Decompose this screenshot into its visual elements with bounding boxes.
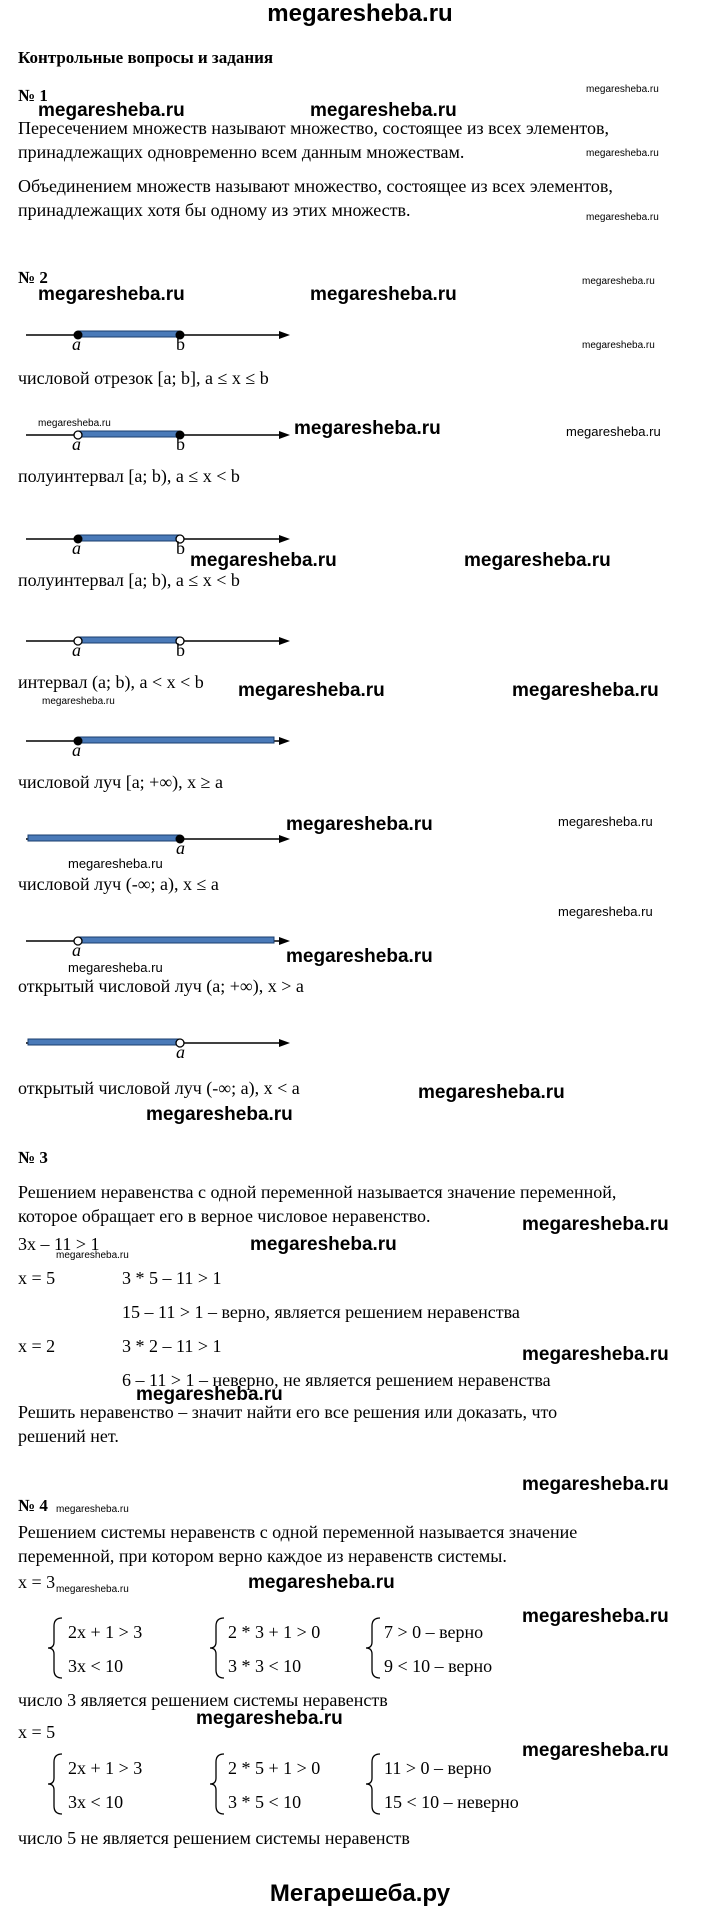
watermark: megaresheba.ru [68, 960, 163, 975]
system-brace [208, 1616, 228, 1680]
watermark: megaresheba.ru [68, 856, 163, 871]
site-title[interactable]: megaresheba.ru [267, 0, 453, 27]
label-a: a [72, 538, 81, 558]
watermark: megaresheba.ru [522, 1344, 669, 1365]
q3-x2-result: 6 – 11 > 1 – неверно, не является решением неравенства [122, 1370, 551, 1390]
system-line: 15 < 10 – неверно [384, 1792, 519, 1812]
label-a: a [72, 940, 81, 960]
label-a: a [72, 434, 81, 454]
label-b: b [176, 640, 185, 660]
q3-x1-result: 15 – 11 > 1 – верно, является решением неравенства [122, 1302, 520, 1322]
watermark: megaresheba.ru [56, 1504, 129, 1515]
label-a: a [72, 334, 81, 354]
label-a: a [176, 838, 185, 858]
watermark: megaresheba.ru [464, 550, 611, 571]
interval-caption: интервал (a; b), a < x < b [18, 672, 204, 692]
q1-number: № 1 [18, 86, 48, 105]
watermark: megaresheba.ru [582, 340, 655, 351]
watermark: megaresheba.ru [586, 148, 659, 159]
watermark: megaresheba.ru [522, 1740, 669, 1761]
watermark: megaresheba.ru [250, 1234, 397, 1255]
site-footer-title[interactable]: Мегарешеба.ру [269, 1880, 451, 1907]
q3-number: № 3 [18, 1148, 48, 1167]
number-line [0, 322, 300, 358]
q1-text: Пересечением множеств называют множество, состоящее из всех элементов, [18, 118, 609, 138]
watermark: megaresheba.ru [512, 680, 659, 701]
number-line [0, 628, 300, 664]
watermark: megaresheba.ru [294, 418, 441, 439]
q1-text: Объединением множеств называют множество, состоящее из всех элементов, [18, 176, 613, 196]
q3-text: Решением неравенства с одной переменной называется значение переменной, [18, 1182, 617, 1202]
q1-text: принадлежащих одновременно всем данным множествам. [18, 142, 465, 162]
system-line: 9 < 10 – верно [384, 1656, 493, 1676]
q1-text: принадлежащих хотя бы одному из этих множеств. [18, 200, 411, 220]
q4-x1: x = 3 [18, 1572, 56, 1592]
number-line [0, 928, 300, 964]
watermark: megaresheba.ru [196, 1708, 343, 1729]
watermark: megaresheba.ru [522, 1474, 669, 1495]
system-line: 11 > 0 – верно [384, 1758, 492, 1778]
watermark: megaresheba.ru [248, 1572, 395, 1593]
watermark: megaresheba.ru [286, 814, 433, 835]
system-line: 3 * 5 < 10 [228, 1792, 302, 1812]
system-line: 3 * 3 < 10 [228, 1656, 302, 1676]
q2-number: № 2 [18, 268, 48, 287]
watermark: megaresheba.ru [56, 1250, 129, 1261]
interval-caption: открытый числовой луч (a; +∞), x > a [18, 976, 304, 996]
system-line: 7 > 0 – верно [384, 1622, 484, 1642]
number-line [0, 728, 300, 764]
watermark: megaresheba.ru [42, 696, 115, 707]
watermark: megaresheba.ru [286, 946, 433, 967]
watermark: megaresheba.ru [582, 276, 655, 287]
watermark: megaresheba.ru [38, 284, 185, 305]
section-heading: Контрольные вопросы и задания [18, 48, 274, 67]
interval-caption: числовой луч (-∞; a), x ≤ a [18, 874, 219, 894]
q4-text: переменной, при котором верно каждое из неравенств системы. [18, 1546, 507, 1566]
interval-caption: полуинтервал [a; b), a ≤ x < b [18, 466, 240, 486]
system-line: 3x < 10 [68, 1792, 124, 1812]
system-line: 3x < 10 [68, 1656, 124, 1676]
system-brace [208, 1752, 228, 1816]
interval-caption: полуинтервал [a; b), a ≤ x < b [18, 570, 240, 590]
watermark: megaresheba.ru [558, 814, 653, 829]
label-b: b [176, 334, 185, 354]
watermark: megaresheba.ru [146, 1104, 293, 1125]
interval-caption: открытый числовой луч (-∞; a), x < a [18, 1078, 300, 1098]
watermark: megaresheba.ru [522, 1606, 669, 1627]
q3-x1: x = 5 [18, 1268, 56, 1288]
watermark: megaresheba.ru [586, 212, 659, 223]
label-a: a [176, 1042, 185, 1062]
q3-text: которое обращает его в верное числовое неравенство. [18, 1206, 431, 1226]
watermark: megaresheba.ru [522, 1214, 669, 1235]
watermark: megaresheba.ru [190, 550, 337, 571]
q4-x2: x = 5 [18, 1722, 56, 1742]
system-line: 2x + 1 > 3 [68, 1758, 143, 1778]
interval-caption: числовой луч [a; +∞), x ≥ a [18, 772, 224, 792]
system-brace [364, 1616, 384, 1680]
system-line: 2x + 1 > 3 [68, 1622, 143, 1642]
number-line [0, 1030, 300, 1066]
watermark: megaresheba.ru [310, 284, 457, 305]
label-b: b [176, 538, 185, 558]
watermark: megaresheba.ru [56, 1584, 129, 1595]
q4-text: Решением системы неравенств с одной переменной называется значение [18, 1522, 578, 1542]
watermark: megaresheba.ru [418, 1082, 565, 1103]
watermark: megaresheba.ru [238, 680, 385, 701]
system-line: 2 * 3 + 1 > 0 [228, 1622, 321, 1642]
watermark: megaresheba.ru [558, 904, 653, 919]
label-a: a [72, 640, 81, 660]
q3-x2-calc: 3 * 2 – 11 > 1 [122, 1336, 222, 1356]
watermark: megaresheba.ru [38, 100, 185, 121]
system-brace [46, 1752, 66, 1816]
q3-x2: x = 2 [18, 1336, 56, 1356]
q3-inequality: 3x – 11 > 1 [18, 1234, 100, 1254]
q3-text: решений нет. [18, 1426, 119, 1446]
watermark: megaresheba.ru [38, 418, 111, 429]
watermark: megaresheba.ru [136, 1384, 283, 1405]
q4-conclusion: число 5 не является решением системы неравенств [18, 1828, 410, 1848]
q4-conclusion: число 3 является решением системы неравенств [18, 1690, 388, 1710]
interval-caption: числовой отрезок [a; b], a ≤ x ≤ b [18, 368, 269, 388]
watermark: megaresheba.ru [566, 424, 661, 439]
watermark: megaresheba.ru [586, 84, 659, 95]
q3-text: Решить неравенство – значит найти его все решения или доказать, что [18, 1402, 558, 1422]
q4-number: № 4 [18, 1496, 48, 1515]
system-brace [364, 1752, 384, 1816]
q3-x1-calc: 3 * 5 – 11 > 1 [122, 1268, 222, 1288]
watermark: megaresheba.ru [310, 100, 457, 121]
label-b: b [176, 434, 185, 454]
system-line: 2 * 5 + 1 > 0 [228, 1758, 321, 1778]
number-line [0, 422, 300, 458]
label-a: a [72, 740, 81, 760]
system-brace [46, 1616, 66, 1680]
